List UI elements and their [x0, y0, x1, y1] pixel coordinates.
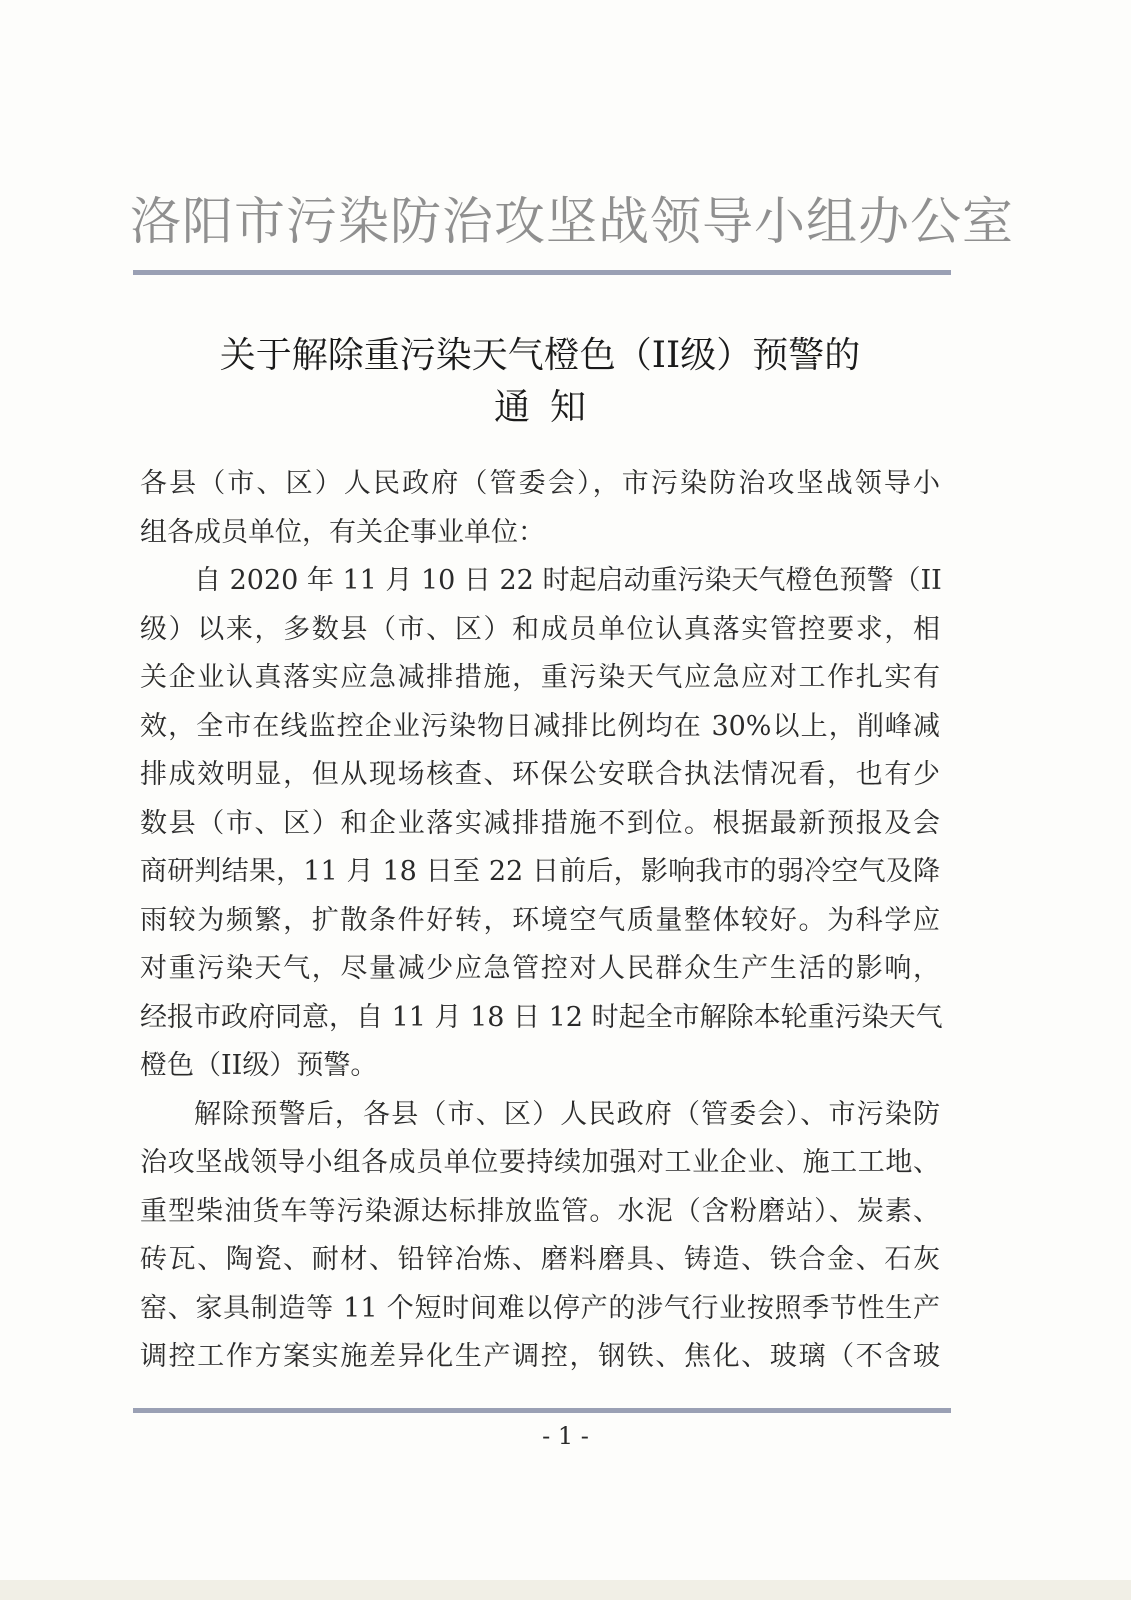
- page-number: - 1 -: [542, 1422, 589, 1450]
- document-title-line-1: 关于解除重污染天气橙色（II级）预警的: [219, 335, 861, 376]
- paragraph-line: 级）以来，多数县（市、区）和成员单位认真落实管控要求，相: [140, 613, 940, 645]
- addressee-line: 各县（市、区）人民政府（管委会），市污染防治攻坚战领导小: [140, 468, 940, 499]
- paragraph-line: 对重污染天气，尽量减少应急管控对人民群众生产生活的影响，: [140, 953, 940, 984]
- paragraph-line: 数县（市、区）和企业落实减排措施不到位。根据最新预报及会: [140, 807, 940, 839]
- paragraph-line: 经报市政府同意，自 11 月 18 日 12 时起全市解除本轮重污染天气: [140, 1001, 943, 1033]
- scan-edge: [0, 1580, 1131, 1600]
- paragraph-line: 雨较为频繁，扩散条件好转，环境空气质量整体较好。为科学应: [140, 904, 940, 936]
- paragraph-line: 砖瓦、陶瓷、耐材、铅锌冶炼、磨料磨具、铸造、铁合金、石灰: [140, 1244, 940, 1275]
- addressee: [140, 460, 940, 557]
- paragraph-line: 自 2020 年 11 月 10 日 22 时起启动重污染天气橙色预警（II: [194, 565, 942, 596]
- paragraph-line: 解除预警后，各县（市、区）人民政府（管委会）、市污染防: [194, 1098, 940, 1130]
- issuing-organization-header: 洛阳市污染防治攻坚战领导小组办公室: [130, 193, 1015, 252]
- document-title-line-2: 通知: [493, 387, 606, 428]
- header-divider: [133, 270, 951, 275]
- paragraph-line: 效，全市在线监控企业污染物日减排比例均在 30%以上，削峰减: [140, 710, 940, 742]
- document-body: [140, 460, 943, 1382]
- paragraph-line: 橙色（II级）预警。: [140, 1050, 378, 1081]
- footer-divider: [133, 1408, 951, 1413]
- paragraph-1: [140, 557, 943, 1091]
- paragraph-line: 治攻坚战领导小组各成员单位要持续加强对工业企业、施工工地、: [140, 1147, 940, 1178]
- paragraph-line: 排成效明显，但从现场核查、环保公安联合执法情况看，也有少: [140, 759, 940, 790]
- paragraph-2: [140, 1091, 940, 1382]
- paragraph-line: 重型柴油货车等污染源达标排放监管。水泥（含粉磨站）、炭素、: [140, 1195, 940, 1227]
- paragraph-line: 商研判结果，11 月 18 日至 22 日前后，影响我市的弱冷空气及降: [140, 856, 940, 887]
- addressee-line: 组各成员单位，有关企事业单位：: [140, 516, 545, 548]
- paragraph-line: 调控工作方案实施差异化生产调控，钢铁、焦化、玻璃（不含玻: [140, 1341, 940, 1372]
- paragraph-line: 窑、家具制造等 11 个短时间难以停产的涉气行业按照季节性生产: [140, 1292, 940, 1324]
- paragraph-line: 关企业认真落实应急减排措施，重污染天气应急应对工作扎实有: [140, 662, 940, 693]
- document-title: [140, 330, 940, 434]
